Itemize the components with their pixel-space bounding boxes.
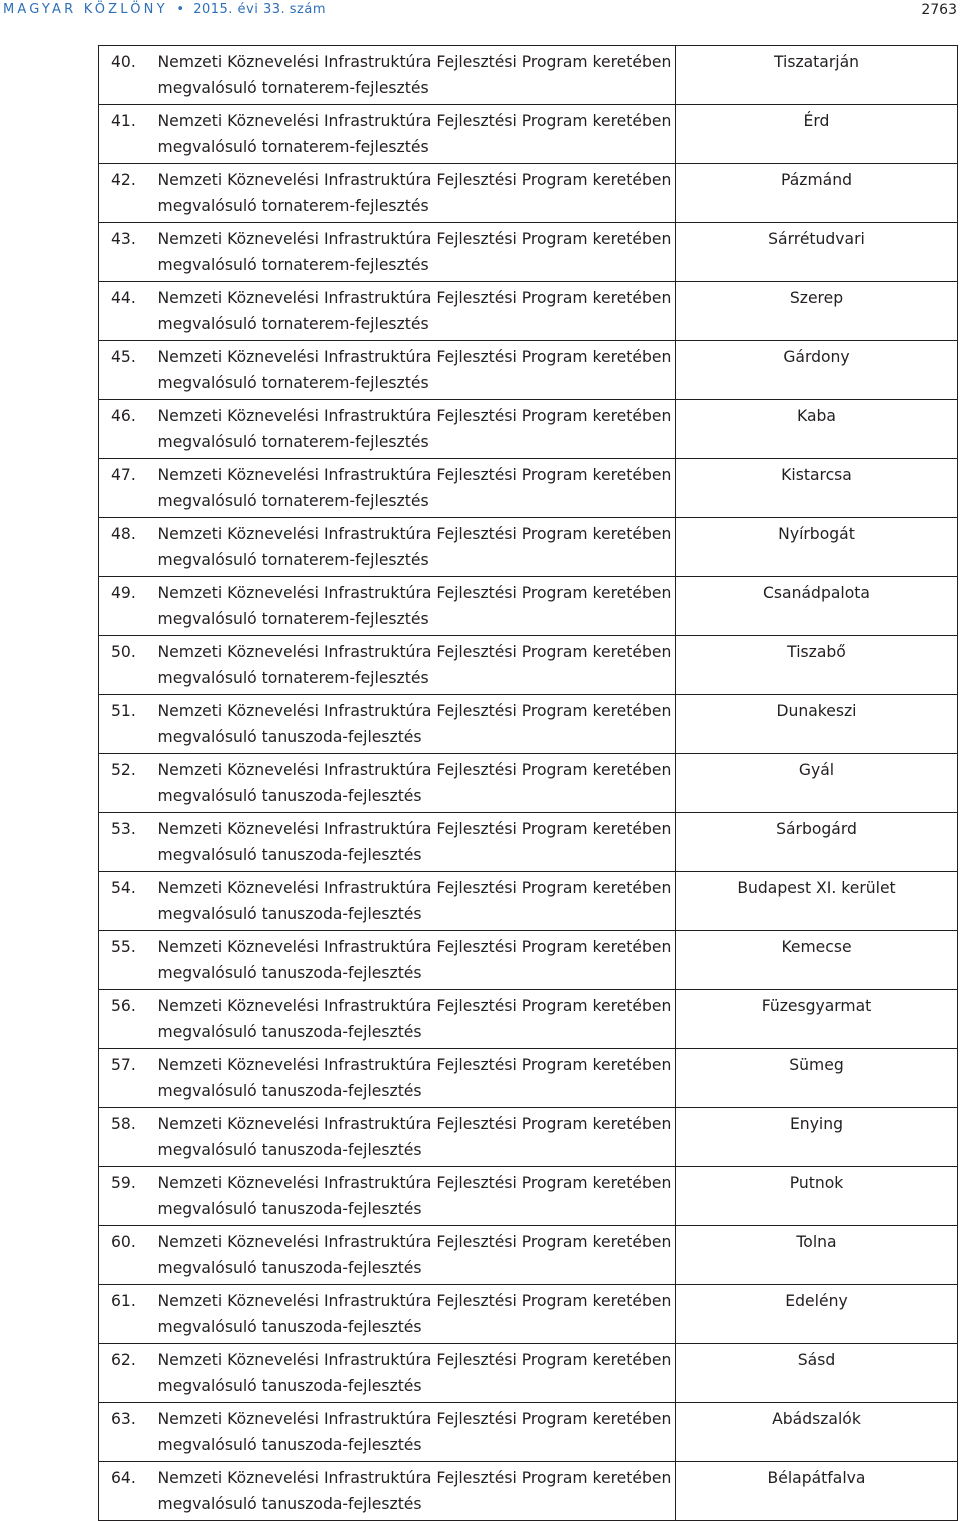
row-description bbox=[148, 105, 676, 164]
table-row bbox=[99, 1344, 958, 1403]
row-location: Putnok bbox=[676, 1167, 958, 1226]
row-location: Kaba bbox=[676, 400, 958, 459]
table-row bbox=[99, 813, 958, 872]
row-location: Sárbogárd bbox=[676, 813, 958, 872]
description-line-2: megvalósuló tanuszoda-fejlesztés bbox=[157, 963, 422, 982]
table-row bbox=[99, 341, 958, 400]
publication-line bbox=[3, 2, 326, 17]
row-description bbox=[148, 1403, 676, 1462]
row-location: Budapest XI. kerület bbox=[676, 872, 958, 931]
description-line-1: Nemzeti Köznevelési Infrastruktúra Fejlesztési Program keretében bbox=[157, 289, 672, 307]
row-description bbox=[148, 400, 676, 459]
table-row bbox=[99, 695, 958, 754]
table-row bbox=[99, 636, 958, 695]
row-location: Tiszatarján bbox=[676, 46, 958, 105]
table-row bbox=[99, 1285, 958, 1344]
description-line-1: Nemzeti Köznevelési Infrastruktúra Fejlesztési Program keretében bbox=[157, 466, 672, 484]
row-description bbox=[148, 518, 676, 577]
description-line-2: megvalósuló tanuszoda-fejlesztés bbox=[157, 904, 422, 923]
table-row bbox=[99, 1049, 958, 1108]
row-location: Sümeg bbox=[676, 1049, 958, 1108]
row-location: Tiszabő bbox=[676, 636, 958, 695]
row-location: Edelény bbox=[676, 1285, 958, 1344]
description-line-2: megvalósuló tanuszoda-fejlesztés bbox=[157, 1258, 422, 1277]
row-location: Dunakeszi bbox=[676, 695, 958, 754]
row-description bbox=[148, 1049, 676, 1108]
row-description bbox=[148, 695, 676, 754]
description-line-2: megvalósuló tanuszoda-fejlesztés bbox=[157, 1022, 422, 1041]
row-number: 52. bbox=[99, 754, 148, 813]
row-location: Enying bbox=[676, 1108, 958, 1167]
description-line-2: megvalósuló tanuszoda-fejlesztés bbox=[157, 1317, 422, 1336]
description-line-1: Nemzeti Köznevelési Infrastruktúra Fejlesztési Program keretében bbox=[157, 348, 672, 366]
row-description bbox=[148, 1462, 676, 1521]
description-line-2: megvalósuló tornaterem-fejlesztés bbox=[157, 491, 429, 510]
table-body bbox=[99, 46, 958, 1521]
description-line-2: megvalósuló tornaterem-fejlesztés bbox=[157, 314, 429, 333]
description-line-2: megvalósuló tornaterem-fejlesztés bbox=[157, 373, 429, 392]
row-description bbox=[148, 813, 676, 872]
description-line-1: Nemzeti Köznevelési Infrastruktúra Fejlesztési Program keretében bbox=[157, 53, 672, 71]
row-description bbox=[148, 1344, 676, 1403]
row-location: Sásd bbox=[676, 1344, 958, 1403]
row-number: 46. bbox=[99, 400, 148, 459]
description-line-2: megvalósuló tanuszoda-fejlesztés bbox=[157, 727, 422, 746]
description-line-2: megvalósuló tornaterem-fejlesztés bbox=[157, 196, 429, 215]
description-line-1: Nemzeti Köznevelési Infrastruktúra Fejlesztési Program keretében bbox=[157, 1292, 672, 1310]
description-line-1: Nemzeti Köznevelési Infrastruktúra Fejlesztési Program keretében bbox=[157, 1351, 672, 1369]
description-line-2: megvalósuló tornaterem-fejlesztés bbox=[157, 432, 429, 451]
row-description bbox=[148, 1167, 676, 1226]
description-line-1: Nemzeti Köznevelési Infrastruktúra Fejlesztési Program keretében bbox=[157, 407, 672, 425]
row-number: 43. bbox=[99, 223, 148, 282]
description-line-1: Nemzeti Köznevelési Infrastruktúra Fejlesztési Program keretében bbox=[157, 1056, 672, 1074]
description-line-1: Nemzeti Köznevelési Infrastruktúra Fejlesztési Program keretében bbox=[157, 643, 672, 661]
description-line-1: Nemzeti Köznevelési Infrastruktúra Fejlesztési Program keretében bbox=[157, 702, 672, 720]
description-line-1: Nemzeti Köznevelési Infrastruktúra Fejlesztési Program keretében bbox=[157, 820, 672, 838]
row-location: Pázmánd bbox=[676, 164, 958, 223]
row-location: Szerep bbox=[676, 282, 958, 341]
description-line-1: Nemzeti Köznevelési Infrastruktúra Fejlesztési Program keretében bbox=[157, 1410, 672, 1428]
description-line-2: megvalósuló tornaterem-fejlesztés bbox=[157, 550, 429, 569]
row-number: 53. bbox=[99, 813, 148, 872]
row-location: Gárdony bbox=[676, 341, 958, 400]
page-number: 2763 bbox=[921, 2, 957, 18]
table-row bbox=[99, 164, 958, 223]
table-row bbox=[99, 1403, 958, 1462]
row-location: Nyírbogát bbox=[676, 518, 958, 577]
description-line-2: megvalósuló tanuszoda-fejlesztés bbox=[157, 1081, 422, 1100]
row-number: 42. bbox=[99, 164, 148, 223]
table-row bbox=[99, 400, 958, 459]
row-description bbox=[148, 341, 676, 400]
row-number: 63. bbox=[99, 1403, 148, 1462]
row-location: Füzesgyarmat bbox=[676, 990, 958, 1049]
row-description bbox=[148, 577, 676, 636]
row-number: 51. bbox=[99, 695, 148, 754]
row-number: 57. bbox=[99, 1049, 148, 1108]
row-description bbox=[148, 46, 676, 105]
row-number: 55. bbox=[99, 931, 148, 990]
description-line-2: megvalósuló tanuszoda-fejlesztés bbox=[157, 1435, 422, 1454]
row-location: Kemecse bbox=[676, 931, 958, 990]
row-number: 62. bbox=[99, 1344, 148, 1403]
separator-bullet: • bbox=[176, 2, 185, 17]
description-line-1: Nemzeti Köznevelési Infrastruktúra Fejlesztési Program keretében bbox=[157, 525, 672, 543]
description-line-1: Nemzeti Köznevelési Infrastruktúra Fejlesztési Program keretében bbox=[157, 1115, 672, 1133]
table-row bbox=[99, 1167, 958, 1226]
row-description bbox=[148, 459, 676, 518]
description-line-2: megvalósuló tanuszoda-fejlesztés bbox=[157, 845, 422, 864]
table-row bbox=[99, 577, 958, 636]
row-location: Abádszalók bbox=[676, 1403, 958, 1462]
row-location: Érd bbox=[676, 105, 958, 164]
description-line-1: Nemzeti Köznevelési Infrastruktúra Fejlesztési Program keretében bbox=[157, 938, 672, 956]
row-description bbox=[148, 1108, 676, 1167]
description-line-2: megvalósuló tornaterem-fejlesztés bbox=[157, 137, 429, 156]
row-description bbox=[148, 754, 676, 813]
row-location: Bélapátfalva bbox=[676, 1462, 958, 1521]
row-description bbox=[148, 1285, 676, 1344]
row-number: 56. bbox=[99, 990, 148, 1049]
page-header bbox=[0, 0, 960, 22]
table-row bbox=[99, 754, 958, 813]
row-number: 49. bbox=[99, 577, 148, 636]
description-line-1: Nemzeti Köznevelési Infrastruktúra Fejlesztési Program keretében bbox=[157, 997, 672, 1015]
table-row bbox=[99, 46, 958, 105]
row-description bbox=[148, 931, 676, 990]
description-line-1: Nemzeti Köznevelési Infrastruktúra Fejlesztési Program keretében bbox=[157, 1174, 672, 1192]
row-number: 50. bbox=[99, 636, 148, 695]
description-line-1: Nemzeti Köznevelési Infrastruktúra Fejlesztési Program keretében bbox=[157, 112, 672, 130]
row-location: Gyál bbox=[676, 754, 958, 813]
table-row bbox=[99, 459, 958, 518]
row-description bbox=[148, 223, 676, 282]
description-line-2: megvalósuló tornaterem-fejlesztés bbox=[157, 668, 429, 687]
description-line-1: Nemzeti Köznevelési Infrastruktúra Fejlesztési Program keretében bbox=[157, 1233, 672, 1251]
description-line-2: megvalósuló tornaterem-fejlesztés bbox=[157, 78, 429, 97]
description-line-2: megvalósuló tanuszoda-fejlesztés bbox=[157, 1376, 422, 1395]
table-row bbox=[99, 931, 958, 990]
table-row bbox=[99, 282, 958, 341]
issue-label: 2015. évi 33. szám bbox=[193, 2, 327, 17]
description-line-2: megvalósuló tanuszoda-fejlesztés bbox=[157, 1199, 422, 1218]
row-number: 44. bbox=[99, 282, 148, 341]
table-row bbox=[99, 990, 958, 1049]
row-number: 54. bbox=[99, 872, 148, 931]
row-description bbox=[148, 1226, 676, 1285]
row-number: 58. bbox=[99, 1108, 148, 1167]
description-line-2: megvalósuló tanuszoda-fejlesztés bbox=[157, 1140, 422, 1159]
row-number: 61. bbox=[99, 1285, 148, 1344]
row-location: Sárrétudvari bbox=[676, 223, 958, 282]
description-line-1: Nemzeti Köznevelési Infrastruktúra Fejlesztési Program keretében bbox=[157, 230, 672, 248]
table-row bbox=[99, 223, 958, 282]
row-location: Kistarcsa bbox=[676, 459, 958, 518]
row-description bbox=[148, 164, 676, 223]
table-row bbox=[99, 1462, 958, 1521]
table-row bbox=[99, 105, 958, 164]
table-row bbox=[99, 1108, 958, 1167]
publication-title: MAGYAR KÖZLÖNY bbox=[3, 2, 168, 17]
row-location: Tolna bbox=[676, 1226, 958, 1285]
row-number: 45. bbox=[99, 341, 148, 400]
table-row bbox=[99, 1226, 958, 1285]
row-number: 59. bbox=[99, 1167, 148, 1226]
row-description bbox=[148, 872, 676, 931]
description-line-2: megvalósuló tornaterem-fejlesztés bbox=[157, 609, 429, 628]
projects-table bbox=[98, 45, 958, 1521]
description-line-1: Nemzeti Köznevelési Infrastruktúra Fejlesztési Program keretében bbox=[157, 1469, 672, 1487]
row-location: Csanádpalota bbox=[676, 577, 958, 636]
row-number: 60. bbox=[99, 1226, 148, 1285]
row-number: 48. bbox=[99, 518, 148, 577]
description-line-1: Nemzeti Köznevelési Infrastruktúra Fejlesztési Program keretében bbox=[157, 584, 672, 602]
row-number: 40. bbox=[99, 46, 148, 105]
description-line-1: Nemzeti Köznevelési Infrastruktúra Fejlesztési Program keretében bbox=[157, 879, 672, 897]
description-line-2: megvalósuló tanuszoda-fejlesztés bbox=[157, 786, 422, 805]
row-number: 64. bbox=[99, 1462, 148, 1521]
description-line-2: megvalósuló tornaterem-fejlesztés bbox=[157, 255, 429, 274]
row-number: 41. bbox=[99, 105, 148, 164]
row-description bbox=[148, 636, 676, 695]
row-description bbox=[148, 990, 676, 1049]
description-line-2: megvalósuló tanuszoda-fejlesztés bbox=[157, 1494, 422, 1513]
description-line-1: Nemzeti Köznevelési Infrastruktúra Fejlesztési Program keretében bbox=[157, 761, 672, 779]
table-row bbox=[99, 872, 958, 931]
table-row bbox=[99, 518, 958, 577]
row-description bbox=[148, 282, 676, 341]
row-number: 47. bbox=[99, 459, 148, 518]
description-line-1: Nemzeti Köznevelési Infrastruktúra Fejlesztési Program keretében bbox=[157, 171, 672, 189]
